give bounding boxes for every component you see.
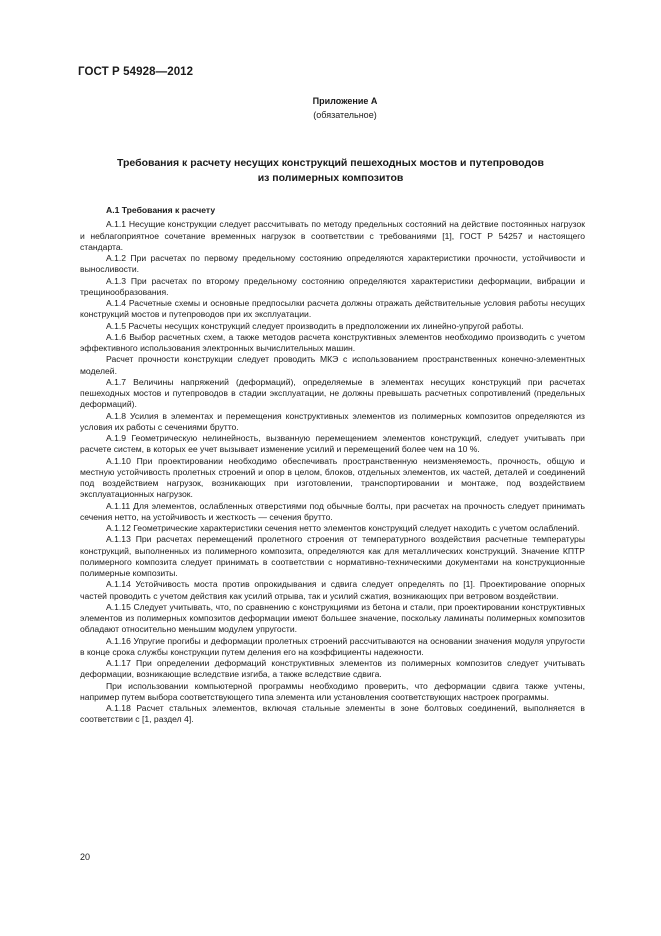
- paragraph-a-1-8: А.1.8 Усилия в элементах и перемещения конструктивных элементов из полимерных композитов определяются из условия их работы с сечениями брутто.: [80, 410, 585, 432]
- paragraph-a-1-17: А.1.17 При определении деформаций конструктивных элементов из полимерных композитов следует учитывать деформации, возникающие вследствие изгиба, а также вследствие сдвига.: [80, 658, 585, 680]
- document-code: ГОСТ Р 54928—2012: [78, 66, 194, 78]
- annex-heading-line-2: из полимерных композитов: [257, 172, 404, 184]
- paragraph-a-1-4: А.1.4 Расчетные схемы и основные предпосылки расчета должны отражать действительные условия работы несущих конструкций мостов и путепроводов при их эксплуатации.: [80, 298, 585, 320]
- paragraph-a-1-18: А.1.18 Расчет стальных элементов, включая стальные элементы в зоне болтовых соединений, выполняется в соответствии с [1, раздел 4].: [80, 703, 585, 725]
- annex-status: (обязательное): [313, 110, 377, 120]
- annex-heading-line-1: Требования к расчету несущих конструкций пешеходных мостов и путепроводов: [117, 157, 544, 169]
- paragraph-a-1-2: А.1.2 При расчетах по первому предельному состоянию определяются характеристики прочности, устойчивости и выносливости.: [80, 253, 585, 275]
- paragraph-a-1-3: А.1.3 При расчетах по второму предельному состоянию определяются характеристики деформации, вибрации и трещинообразования.: [80, 275, 585, 297]
- section-heading: А.1 Требования к расчету: [106, 205, 216, 215]
- paragraph-a-1-10: А.1.10 При проектировании необходимо обеспечивать пространственную неизменяемость, прочность, общую и местную устойчивость пролетных строений и опор в целом, блоков, отдельных элементов, их частей, деталей и соединений под воздействием нагрузок, возникающих при изготовлении, транспортировании и монтаже, под воздействием эксплуатационных нагрузок.: [80, 455, 585, 500]
- paragraph-a-1-11: А.1.11 Для элементов, ослабленных отверстиями под обычные болты, при расчетах на прочность следует принимать сечения нетто, на устойчивость и жесткость — сечения брутто.: [80, 500, 585, 522]
- annex-title: Приложение А: [312, 96, 378, 106]
- annex-label: [300, 94, 390, 122]
- document-body: [80, 205, 585, 726]
- paragraph-a-1-9: А.1.9 Геометрическую нелинейность, вызванную перемещением элементов конструкций, следует учитывать при расчете систем, в которых ее учет вызывает изменение усилий и перемещений более чем на 10 %.: [80, 433, 585, 455]
- paragraph-a-1-13: А.1.13 При расчетах перемещений пролетного строения от температурного воздействия расчетные температуры конструкций, выполненных из полимерного композита, определяются как для металлических конструкций. Значение КПТР полимерного композита следует принимать в соответствии с нормативно-техническими документами на конструкционные полимерные композиты.: [80, 534, 585, 578]
- annex-heading: [78, 156, 583, 186]
- paragraph-a-1-14: А.1.14 Устойчивость моста против опрокидывания и сдвига следует определять по [1]. Проектирование опорных частей проводить с учетом действия как усилий отрыва, так и усилий сжатия, возникающих при ветровом воздействии.: [80, 579, 585, 601]
- paragraph-a-1-15: А.1.15 Следует учитывать, что, по сравнению с конструкциями из бетона и стали, при проектировании конструктивных элементов из полимерных композитов деформации имеют большее значение, поскольку ламинаты полимерных композитов обладают относительно меньшим модулем упругости.: [80, 601, 585, 635]
- paragraph-a-1-6-cont: Расчет прочности конструкции следует проводить МКЭ с использованием пространственных конечно-элементных моделей.: [80, 354, 585, 376]
- paragraph-a-1-1: А.1.1 Несущие конструкции следует рассчитывать по методу предельных состояний на действие постоянных нагрузок и неблагоприятное сочетание временных нагрузок в соответствии с требованиями [1], ГОСТ Р 54257 и настоящего стандарта.: [80, 219, 585, 252]
- paragraph-a-1-7: А.1.7 Величины напряжений (деформаций), определяемые в элементах несущих конструкций при расчетах пешеходных мостов и путепроводов в стадии эксплуатации, не должны превышать расчетных сопротивлений (предельных деформаций).: [80, 376, 585, 410]
- paragraph-a-1-12: А.1.12 Геометрические характеристики сечения нетто элементов конструкций следует находить с учетом ослаблений.: [106, 523, 580, 533]
- page-number: 20: [80, 852, 91, 862]
- paragraph-a-1-5: А.1.5 Расчеты несущих конструкций следует производить в предположении их линейно-упругой работы.: [106, 320, 524, 331]
- paragraph-a-1-17-cont: При использовании компьютерной программы необходимо проверить, что деформации сдвига также учтены, например путем выбора соответствующего типа элемента или установления соответствующих настроек программы.: [80, 680, 585, 702]
- paragraph-a-1-6: А.1.6 Выбор расчетных схем, а также методов расчета конструктивных элементов необходимо производить с учетом эффективного использования электронных вычислительных машин.: [80, 331, 585, 353]
- paragraph-a-1-16: А.1.16 Упругие прогибы и деформации пролетных строений рассчитываются на основании значения модуля упругости в конце срока службы конструкции путем деления его на коэффициенты надежности.: [80, 635, 585, 657]
